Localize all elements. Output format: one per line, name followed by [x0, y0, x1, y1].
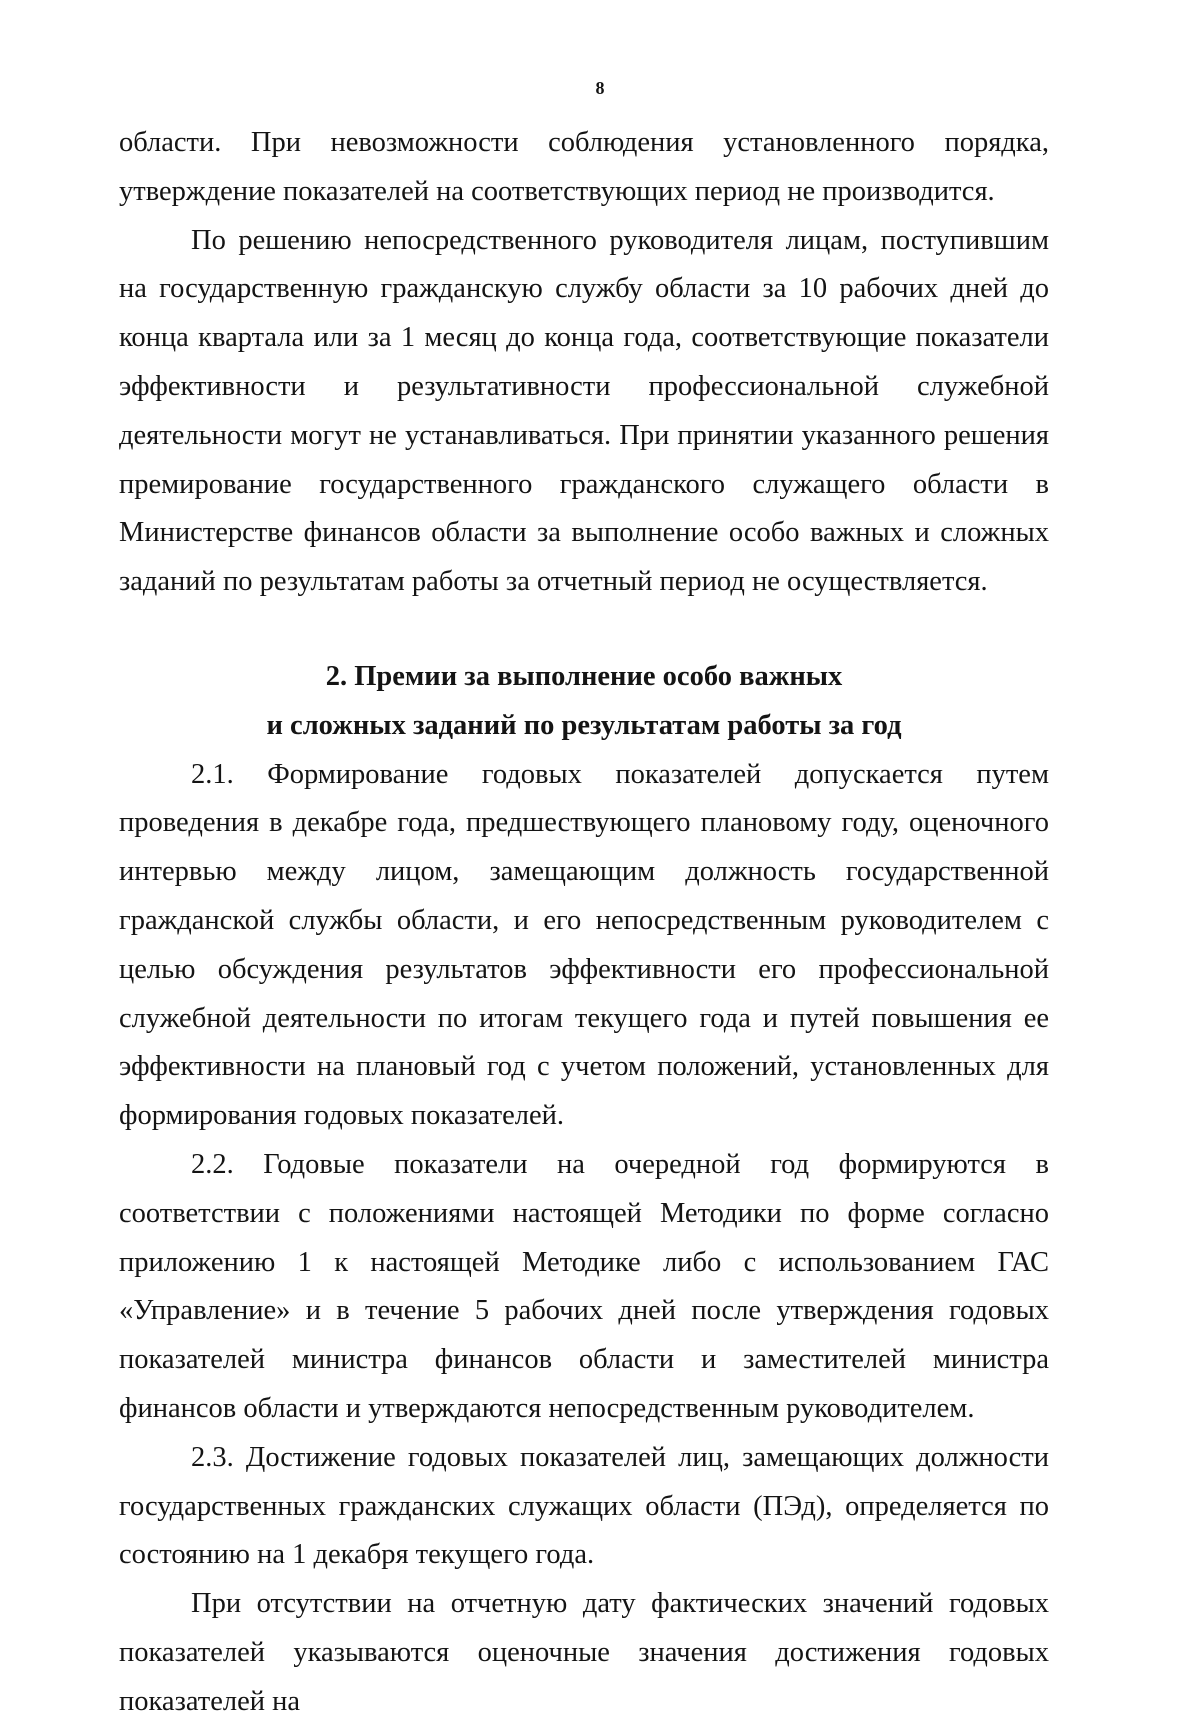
document-body	[119, 119, 1049, 1727]
section-spacer	[119, 607, 1049, 653]
paragraph-2-2: 2.2. Годовые показатели на очередной год формируются в соответствии с положениями настоящей Методики по форме согласно приложению 1 к настоящей Методике либо с использованием ГАС «Управление» и в течение 5 рабочих дней после утверждения годовых показателей министра финансов области и заместителей министра финансов области и утверждаются непосредственным руководителем.	[119, 1148, 1049, 1424]
section-heading-line-1: 2. Премии за выполнение особо важных	[325, 660, 843, 692]
section-heading-line-2: и сложных заданий по результатам работы за год	[266, 709, 902, 741]
paragraph-continuation: области. При невозможности соблюдения установленного порядка, утверждение показателей на соответствующих период не производится.	[119, 127, 1049, 207]
page-number: 8	[595, 78, 605, 98]
paragraph-2-1: 2.1. Формирование годовых показателей допускается путем проведения в декабре года, предшествующего плановому году, оценочного интервью между лицом, замещающим должность государственной гражданской службы области, и его непосредственным руководителем с целью обсуждения результатов эффективности его профессиональной служебной деятельности по итогам текущего года и путей повышения ее эффективности на плановый год с учетом положений, установленных для формирования годовых показателей.	[119, 758, 1049, 1132]
paragraph-new-employees: По решению непосредственного руководителя лицам, поступившим на государственную гражданскую службу области за 10 рабочих дней до конца квартала или за 1 месяц до конца года, соответствующие показатели эффективности и результативности профессиональной служебной деятельности могут не устанавливаться. При принятии указанного решения премирование государственного гражданского служащего области в Министерстве финансов области за выполнение особо важных и сложных заданий по результатам работы за отчетный период не осуществляется.	[119, 224, 1049, 598]
paragraph-2-3: 2.3. Достижение годовых показателей лиц, замещающих должности государственных гражданских служащих области (ПЭд), определяется по состоянию на 1 декабря текущего года.	[119, 1441, 1049, 1571]
paragraph-absence-of-values: При отсутствии на отчетную дату фактических значений годовых показателей указываются оценочные значения достижения годовых показателей на	[119, 1588, 1049, 1717]
